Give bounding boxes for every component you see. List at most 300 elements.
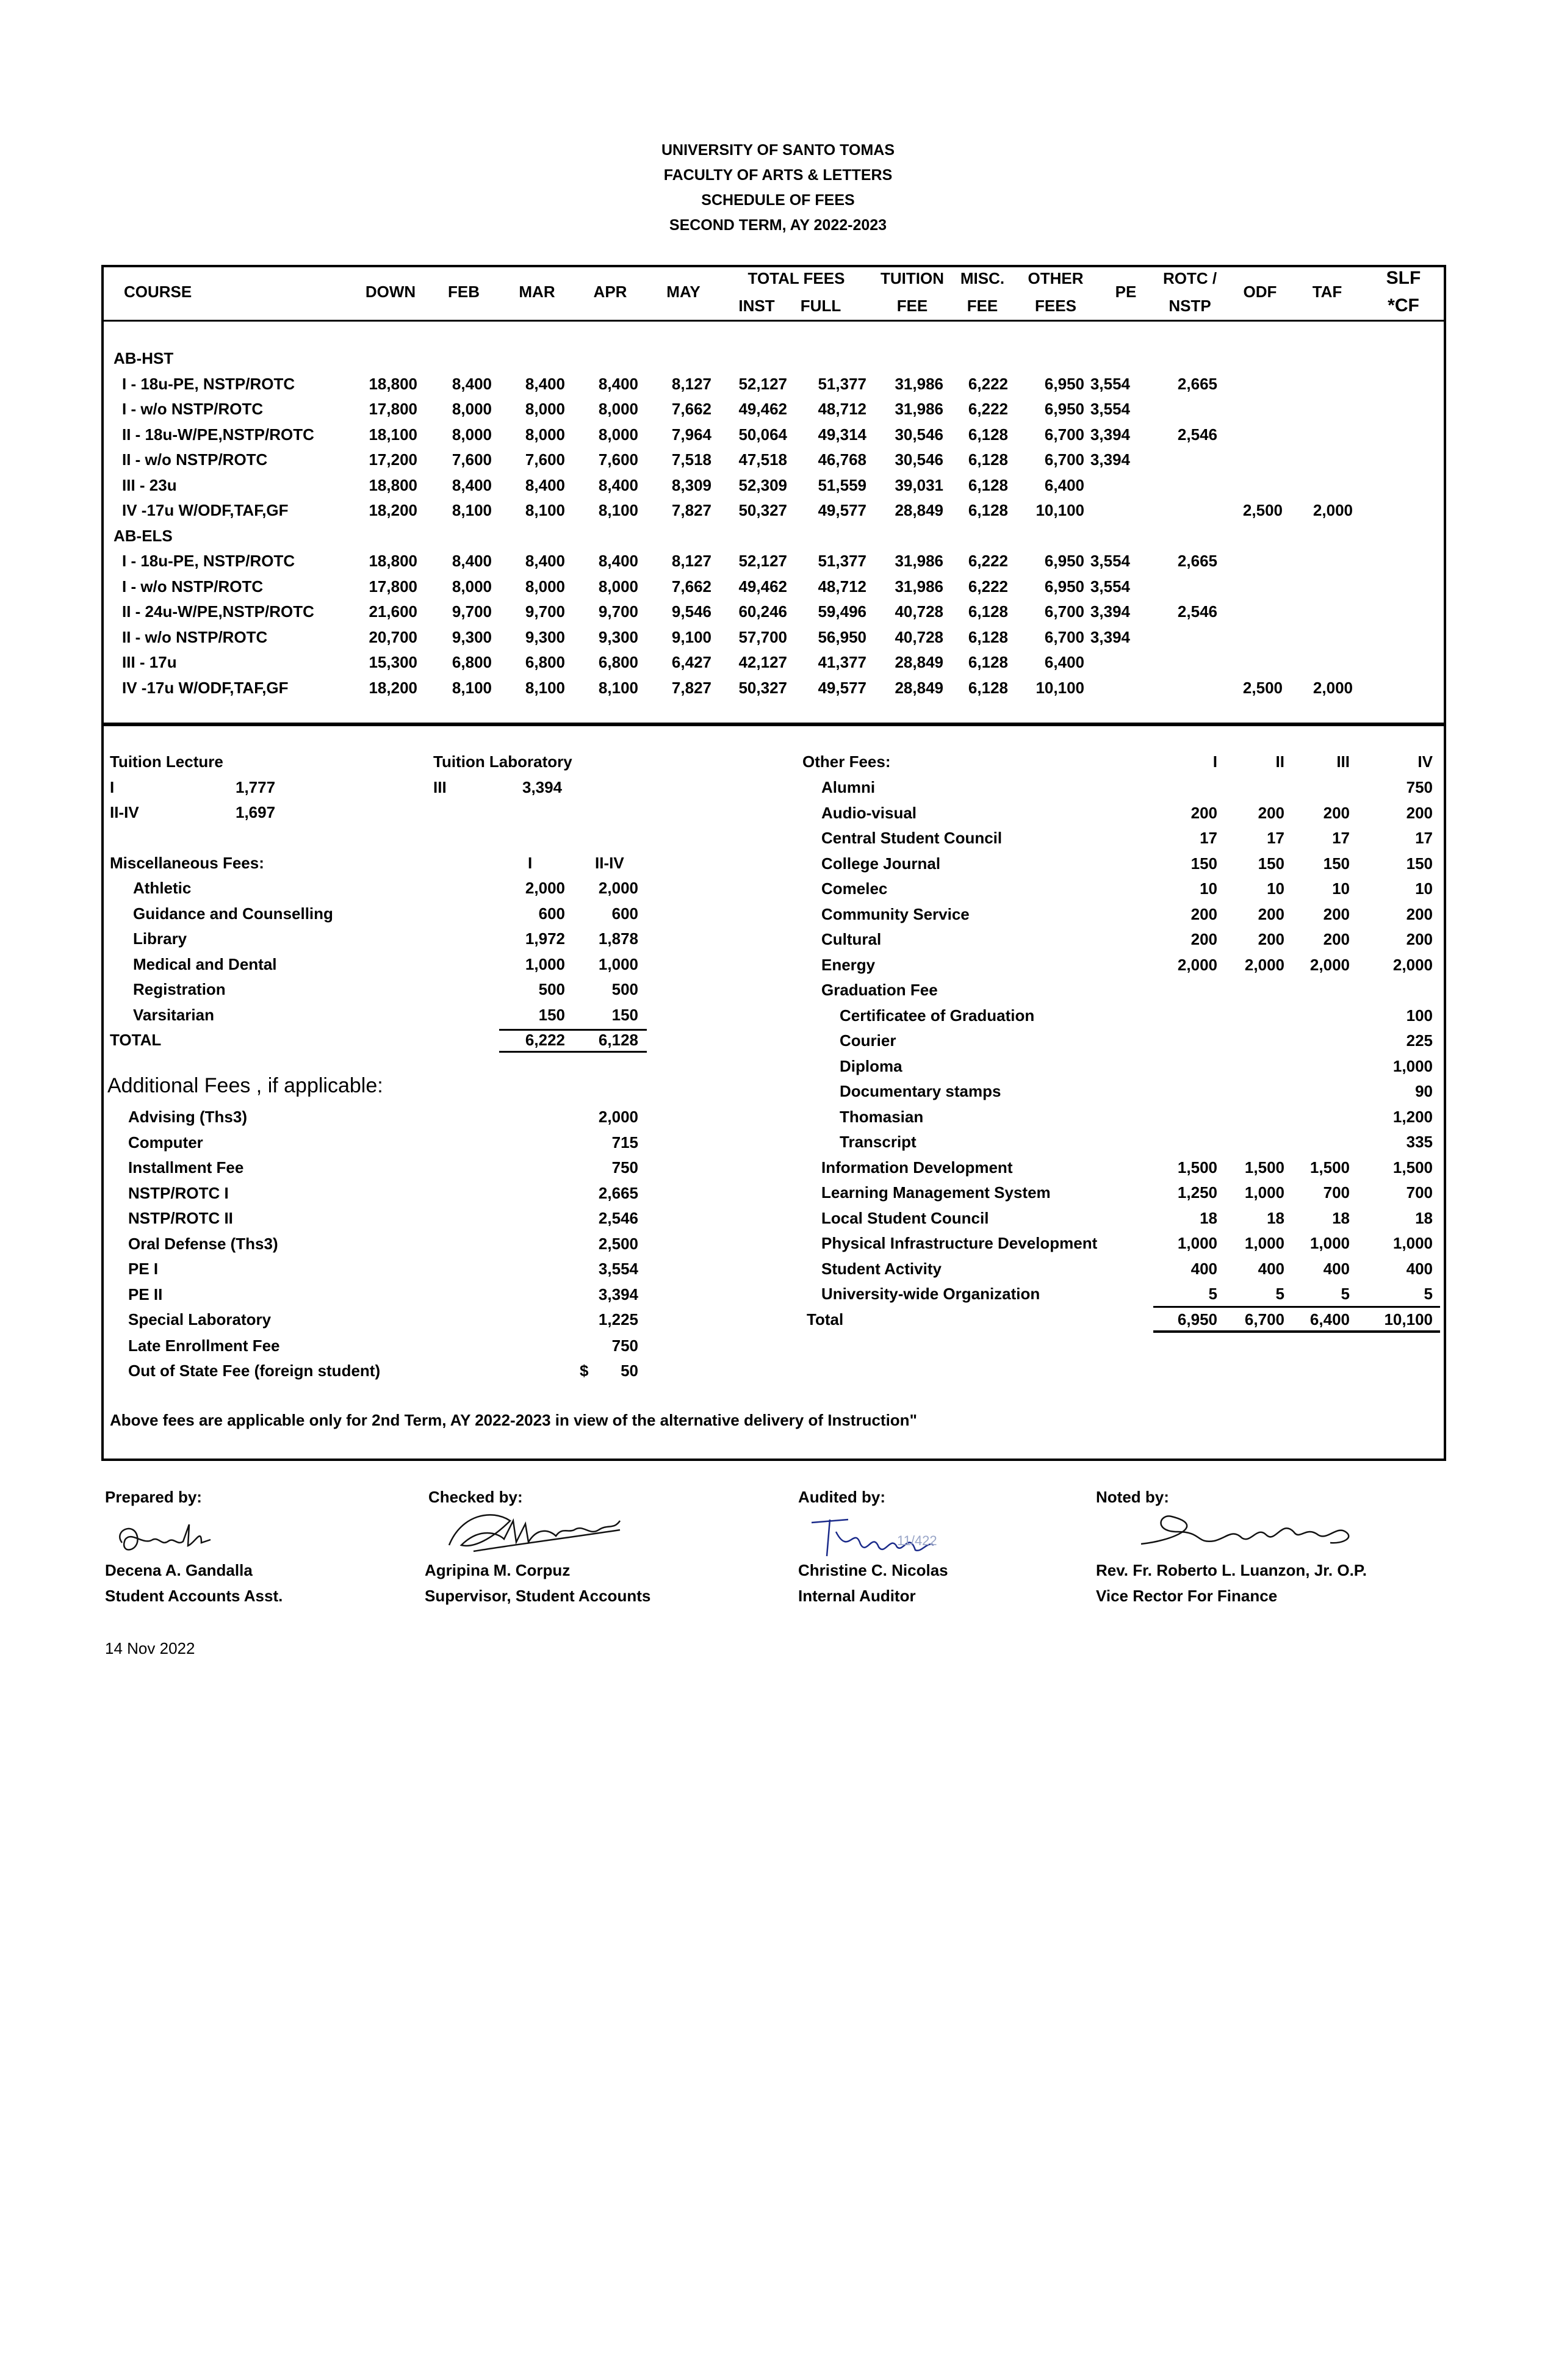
cell-inst: 50,064 <box>738 425 787 444</box>
course-label: III - 23u <box>122 476 177 494</box>
other-fee-amount-iv: 200 <box>1406 930 1433 948</box>
course-label: II - w/o NSTP/ROTC <box>122 628 268 646</box>
cell-inst: 42,127 <box>738 653 787 671</box>
signature-corpuz <box>437 1502 632 1563</box>
course-label: II - 24u-W/PE,NSTP/ROTC <box>122 602 314 621</box>
cell-apr: 8,400 <box>598 476 638 494</box>
additional-fee-amount: 2,000 <box>598 1108 638 1126</box>
cell-feb: 8,400 <box>452 476 492 494</box>
misc-fee-amount-ii-iv: 150 <box>611 1005 638 1024</box>
cell-apr: 7,600 <box>598 450 638 469</box>
col-tuition: TUITION <box>881 269 944 287</box>
cell-tuition: 31,986 <box>895 577 943 596</box>
cell-apr: 8,400 <box>598 375 638 393</box>
other-fee-amount-iv: 100 <box>1406 1006 1433 1025</box>
cell-mar: 8,000 <box>525 577 565 596</box>
col-may: MAY <box>666 283 701 301</box>
cell-pe: 3,394 <box>1090 628 1130 646</box>
other-fee-label: Transcript <box>840 1133 917 1151</box>
cell-feb: 8,000 <box>452 577 492 596</box>
other-fee-amount-iv: 1,000 <box>1392 1057 1433 1075</box>
tuition-lecture-level: II-IV <box>110 803 139 821</box>
misc-fee-amount-i: 150 <box>538 1005 565 1024</box>
col-feb: FEB <box>448 283 480 301</box>
other-total-iv: 10,100 <box>1384 1310 1433 1329</box>
cell-misc: 6,128 <box>968 628 1008 646</box>
cell-feb: 8,400 <box>452 375 492 393</box>
col-course: COURSE <box>124 283 192 301</box>
col-misc-fee: FEE <box>967 297 998 315</box>
cell-inst: 57,700 <box>738 628 787 646</box>
cell-mar: 8,400 <box>525 375 565 393</box>
audited-by-name: Christine C. Nicolas <box>798 1561 948 1579</box>
other-fee-label: Audio-visual <box>821 804 917 822</box>
cell-apr: 8,000 <box>598 400 638 418</box>
col-rotc: ROTC / <box>1162 269 1217 287</box>
cell-inst: 52,127 <box>738 375 787 393</box>
cell-misc: 6,128 <box>968 450 1008 469</box>
cell-apr: 8,400 <box>598 552 638 570</box>
col-nstp: NSTP <box>1169 297 1211 315</box>
cell-feb: 8,400 <box>452 552 492 570</box>
additional-fee-label: NSTP/ROTC I <box>128 1184 229 1202</box>
other-fee-amount-iv: 1,000 <box>1392 1234 1433 1252</box>
cell-tuition: 31,986 <box>895 552 943 570</box>
cell-other: 6,400 <box>1044 653 1084 671</box>
cell-down: 18,200 <box>369 679 417 697</box>
other-fees-col-ii: II <box>1275 752 1284 771</box>
other-fee-label: Student Activity <box>821 1260 942 1278</box>
other-fee-amount-ii: 17 <box>1267 829 1284 847</box>
other-fee-label: Diploma <box>840 1057 902 1075</box>
cell-full: 49,577 <box>818 679 866 697</box>
cell-may: 6,427 <box>671 653 711 671</box>
cell-other: 6,700 <box>1044 628 1084 646</box>
other-fee-amount-ii: 400 <box>1258 1260 1284 1278</box>
cell-other: 6,950 <box>1044 400 1084 418</box>
cell-down: 18,800 <box>369 552 417 570</box>
other-total-underline <box>1153 1330 1440 1333</box>
cell-mar: 8,400 <box>525 476 565 494</box>
other-fee-amount-i: 1,500 <box>1177 1158 1217 1177</box>
cell-full: 48,712 <box>818 577 866 596</box>
cell-apr: 9,700 <box>598 602 638 621</box>
course-label: IV -17u W/ODF,TAF,GF <box>122 679 289 697</box>
cell-tuition: 30,546 <box>895 425 943 444</box>
signature-luanzon <box>1135 1507 1367 1562</box>
misc-fee-amount-i: 2,000 <box>525 879 565 897</box>
cell-taf: 2,000 <box>1313 501 1353 519</box>
misc-total-i: 6,222 <box>525 1031 565 1049</box>
prepared-by-name: Decena A. Gandalla <box>105 1561 253 1579</box>
cell-pe: 3,554 <box>1090 552 1130 570</box>
additional-fee-label: PE II <box>128 1285 163 1304</box>
cell-down: 15,300 <box>369 653 417 671</box>
misc-fee-label: Medical and Dental <box>133 954 277 973</box>
course-label: I - w/o NSTP/ROTC <box>122 577 264 596</box>
other-fee-amount-i: 150 <box>1190 854 1217 873</box>
other-fee-amount-iv: 10 <box>1415 879 1433 898</box>
cell-mar: 8,400 <box>525 552 565 570</box>
misc-total-underline <box>499 1051 647 1053</box>
other-fee-amount-iv: 400 <box>1406 1260 1433 1278</box>
other-fee-label: Comelec <box>821 879 888 898</box>
currency-symbol: $ <box>580 1361 589 1380</box>
cell-apr: 6,800 <box>598 653 638 671</box>
cell-other: 6,950 <box>1044 552 1084 570</box>
cell-tuition: 40,728 <box>895 628 943 646</box>
cell-tuition: 28,849 <box>895 653 943 671</box>
additional-fee-amount: 3,394 <box>598 1285 638 1304</box>
other-fee-label: Community Service <box>821 905 970 923</box>
cell-may: 7,662 <box>671 577 711 596</box>
other-fee-label: Alumni <box>821 778 876 796</box>
cell-rotc: 2,546 <box>1177 425 1217 444</box>
cell-inst: 50,327 <box>738 679 787 697</box>
col-other-fees: FEES <box>1035 297 1076 315</box>
cell-tuition: 30,546 <box>895 450 943 469</box>
cell-misc: 6,222 <box>968 400 1008 418</box>
col-other: OTHER <box>1028 269 1084 287</box>
misc-fee-amount-i: 600 <box>538 904 565 923</box>
other-fee-amount-iv: 1,500 <box>1392 1158 1433 1177</box>
other-fee-amount-ii: 200 <box>1258 930 1284 948</box>
cell-other: 6,700 <box>1044 602 1084 621</box>
cell-pe: 3,554 <box>1090 400 1130 418</box>
cell-full: 48,712 <box>818 400 866 418</box>
misc-fee-amount-i: 1,972 <box>525 929 565 948</box>
cell-feb: 8,100 <box>452 501 492 519</box>
cell-other: 6,700 <box>1044 425 1084 444</box>
misc-fee-amount-ii-iv: 1,000 <box>598 954 638 973</box>
other-fee-label: Learning Management System <box>821 1183 1051 1202</box>
cell-other: 10,100 <box>1036 501 1084 519</box>
additional-fee-label: Oral Defense (Ths3) <box>128 1235 278 1253</box>
cell-apr: 9,300 <box>598 628 638 646</box>
cell-other: 6,700 <box>1044 450 1084 469</box>
cell-mar: 8,100 <box>525 501 565 519</box>
other-fee-amount-i: 200 <box>1190 804 1217 822</box>
cell-apr: 8,100 <box>598 679 638 697</box>
other-fee-amount-iv: 150 <box>1406 854 1433 873</box>
audited-by-title: Internal Auditor <box>798 1587 916 1605</box>
course-label: I - 18u-PE, NSTP/ROTC <box>122 375 295 393</box>
col-slf: SLF <box>1386 268 1421 288</box>
cell-may: 8,127 <box>671 375 711 393</box>
cell-down: 17,800 <box>369 400 417 418</box>
tuition-lecture-amount: 1,777 <box>236 778 276 796</box>
other-fee-label: Thomasian <box>840 1108 924 1126</box>
cell-misc: 6,128 <box>968 476 1008 494</box>
other-fee-amount-iv: 90 <box>1415 1082 1433 1100</box>
tuition-lab-title: Tuition Laboratory <box>433 752 572 771</box>
other-fees-title: Other Fees: <box>802 752 891 771</box>
other-fee-amount-ii: 10 <box>1267 879 1284 898</box>
other-fee-amount-ii: 1,000 <box>1244 1234 1284 1252</box>
cell-pe: 3,554 <box>1090 577 1130 596</box>
other-fee-amount-iv: 2,000 <box>1392 956 1433 974</box>
other-fee-amount-iv: 200 <box>1406 905 1433 923</box>
cell-full: 41,377 <box>818 653 866 671</box>
cell-pe: 3,394 <box>1090 425 1130 444</box>
other-total-rule <box>1153 1306 1440 1308</box>
additional-fee-amount: 3,554 <box>598 1260 638 1278</box>
col-full: FULL <box>800 297 841 315</box>
cell-feb: 9,700 <box>452 602 492 621</box>
cell-inst: 60,246 <box>738 602 787 621</box>
other-fee-amount-iii: 200 <box>1323 930 1350 948</box>
other-total-ii: 6,700 <box>1244 1310 1284 1329</box>
cell-may: 8,127 <box>671 552 711 570</box>
col-down: DOWN <box>365 283 416 301</box>
misc-fee-amount-ii-iv: 500 <box>611 980 638 998</box>
tuition-lecture-amount: 1,697 <box>236 803 276 821</box>
cell-full: 46,768 <box>818 450 866 469</box>
other-fee-amount-ii: 18 <box>1267 1209 1284 1227</box>
cell-odf: 2,500 <box>1242 679 1283 697</box>
cell-apr: 8,000 <box>598 577 638 596</box>
cell-misc: 6,128 <box>968 653 1008 671</box>
other-fee-label: Graduation Fee <box>821 981 938 999</box>
cell-rotc: 2,665 <box>1177 375 1217 393</box>
cell-mar: 9,300 <box>525 628 565 646</box>
additional-fee-label: NSTP/ROTC II <box>128 1209 233 1227</box>
other-fee-amount-i: 1,250 <box>1177 1183 1217 1202</box>
other-fee-amount-iii: 18 <box>1332 1209 1350 1227</box>
cell-down: 18,800 <box>369 375 417 393</box>
other-fee-label: Courier <box>840 1031 896 1050</box>
other-fee-amount-iii: 200 <box>1323 905 1350 923</box>
other-fees-col-iii: III <box>1336 752 1350 771</box>
schedule-title: SCHEDULE OF FEES <box>701 192 855 209</box>
course-label: I - w/o NSTP/ROTC <box>122 400 264 418</box>
document-date: 14 Nov 2022 <box>105 1639 195 1657</box>
misc-title: Miscellaneous Fees: <box>110 854 264 872</box>
additional-fee-label: Computer <box>128 1133 203 1152</box>
other-fee-amount-ii: 2,000 <box>1244 956 1284 974</box>
other-fees-col-iv: IV <box>1417 752 1433 771</box>
cell-inst: 50,327 <box>738 501 787 519</box>
misc-col-ii-iv: II-IV <box>595 854 624 872</box>
group-name: AB-ELS <box>113 527 173 545</box>
other-fee-label: College Journal <box>821 854 941 873</box>
cell-misc: 6,128 <box>968 501 1008 519</box>
other-fee-amount-i: 18 <box>1200 1209 1217 1227</box>
cell-rotc: 2,546 <box>1177 602 1217 621</box>
other-fee-amount-i: 2,000 <box>1177 956 1217 974</box>
other-fee-amount-iv: 750 <box>1406 778 1433 796</box>
cell-mar: 8,000 <box>525 400 565 418</box>
other-fee-amount-i: 200 <box>1190 930 1217 948</box>
other-fee-label: Local Student Council <box>821 1209 989 1227</box>
cell-inst: 52,309 <box>738 476 787 494</box>
prepared-by-title: Student Accounts Asst. <box>105 1587 283 1605</box>
cell-feb: 7,600 <box>452 450 492 469</box>
cell-mar: 9,700 <box>525 602 565 621</box>
checked-by-title: Supervisor, Student Accounts <box>425 1587 651 1605</box>
cell-down: 21,600 <box>369 602 417 621</box>
cell-misc: 6,128 <box>968 679 1008 697</box>
cell-feb: 8,000 <box>452 425 492 444</box>
noted-by-label: Noted by: <box>1096 1488 1169 1506</box>
other-fee-amount-iv: 1,200 <box>1392 1108 1433 1126</box>
other-fee-amount-iii: 700 <box>1323 1183 1350 1202</box>
cell-feb: 9,300 <box>452 628 492 646</box>
misc-fee-label: Library <box>133 929 187 948</box>
cell-may: 7,662 <box>671 400 711 418</box>
signature-gandalla <box>110 1518 226 1561</box>
cell-full: 51,559 <box>818 476 866 494</box>
cell-misc: 6,128 <box>968 602 1008 621</box>
signature-nicolas <box>793 1507 964 1562</box>
cell-down: 17,800 <box>369 577 417 596</box>
cell-feb: 6,800 <box>452 653 492 671</box>
svg-text:11/422: 11/422 <box>897 1533 937 1548</box>
applicability-note: Above fees are applicable only for 2nd Term, AY 2022-2023 in view of the alternative delivery of Instruction" <box>110 1411 917 1429</box>
other-fee-label: Information Development <box>821 1158 1013 1177</box>
cell-may: 7,827 <box>671 679 711 697</box>
cell-tuition: 39,031 <box>895 476 943 494</box>
cell-apr: 8,000 <box>598 425 638 444</box>
cell-mar: 8,000 <box>525 425 565 444</box>
col-taf: TAF <box>1312 283 1342 301</box>
other-fee-amount-iii: 1,500 <box>1309 1158 1350 1177</box>
other-fee-amount-iii: 5 <box>1341 1285 1350 1303</box>
cell-pe: 3,554 <box>1090 375 1130 393</box>
tuition-lab-level: III <box>433 778 447 796</box>
course-label: IV -17u W/ODF,TAF,GF <box>122 501 289 519</box>
other-fee-amount-iii: 10 <box>1332 879 1350 898</box>
other-fee-amount-iv: 335 <box>1406 1133 1433 1151</box>
cell-other: 10,100 <box>1036 679 1084 697</box>
other-total-iii: 6,400 <box>1309 1310 1350 1329</box>
other-fee-amount-iii: 17 <box>1332 829 1350 847</box>
other-fee-label: Energy <box>821 956 876 974</box>
university-name: UNIVERSITY OF SANTO TOMAS <box>661 142 895 159</box>
cell-other: 6,950 <box>1044 577 1084 596</box>
additional-fee-label: PE I <box>128 1260 159 1278</box>
other-fee-amount-iii: 2,000 <box>1309 956 1350 974</box>
cell-misc: 6,222 <box>968 552 1008 570</box>
misc-fee-amount-ii-iv: 2,000 <box>598 879 638 897</box>
col-odf: ODF <box>1243 283 1277 301</box>
cell-tuition: 31,986 <box>895 400 943 418</box>
cell-full: 56,950 <box>818 628 866 646</box>
cell-tuition: 28,849 <box>895 501 943 519</box>
other-fee-amount-iv: 225 <box>1406 1031 1433 1050</box>
cell-full: 49,314 <box>818 425 866 444</box>
cell-full: 49,577 <box>818 501 866 519</box>
faculty-name: FACULTY OF ARTS & LETTERS <box>663 167 893 184</box>
other-fee-label: University-wide Organization <box>821 1285 1040 1303</box>
additional-fee-amount: 2,546 <box>598 1209 638 1227</box>
additional-fee-label: Installment Fee <box>128 1158 244 1177</box>
header-divider <box>101 320 1446 322</box>
misc-fee-amount-ii-iv: 1,878 <box>598 929 638 948</box>
misc-fee-amount-i: 1,000 <box>525 954 565 973</box>
other-fee-amount-ii: 1,500 <box>1244 1158 1284 1177</box>
cell-tuition: 31,986 <box>895 375 943 393</box>
misc-fee-label: Athletic <box>133 879 192 897</box>
additional-fee-amount: 2,665 <box>598 1184 638 1202</box>
course-label: II - 18u-W/PE,NSTP/ROTC <box>122 425 314 444</box>
other-fee-amount-ii: 1,000 <box>1244 1183 1284 1202</box>
tuition-lecture-level: I <box>110 778 115 796</box>
misc-fee-label: Registration <box>133 980 226 998</box>
other-fee-label: Cultural <box>821 930 882 948</box>
col-apr: APR <box>593 283 627 301</box>
group-name: AB-HST <box>113 349 174 367</box>
other-fee-label: Certificatee of Graduation <box>840 1006 1035 1025</box>
other-fee-label: Central Student Council <box>821 829 1003 847</box>
cell-odf: 2,500 <box>1242 501 1283 519</box>
term-title: SECOND TERM, AY 2022-2023 <box>669 217 887 234</box>
cell-may: 7,518 <box>671 450 711 469</box>
additional-fee-label: Out of State Fee (foreign student) <box>128 1361 381 1380</box>
additional-fee-amount: 1,225 <box>598 1310 638 1329</box>
tuition-lecture-title: Tuition Lecture <box>110 752 223 771</box>
additional-fee-label: Special Laboratory <box>128 1310 272 1329</box>
other-fee-amount-iii: 200 <box>1323 804 1350 822</box>
course-label: I - 18u-PE, NSTP/ROTC <box>122 552 295 570</box>
other-fee-amount-iv: 18 <box>1415 1209 1433 1227</box>
cell-apr: 8,100 <box>598 501 638 519</box>
cell-inst: 49,462 <box>738 400 787 418</box>
noted-by-title: Vice Rector For Finance <box>1096 1587 1278 1605</box>
cell-may: 7,827 <box>671 501 711 519</box>
misc-total-label: TOTAL <box>110 1031 162 1049</box>
additional-fee-amount: 50 <box>621 1361 638 1380</box>
checked-by-name: Agripina M. Corpuz <box>425 1561 571 1579</box>
cell-inst: 49,462 <box>738 577 787 596</box>
cell-misc: 6,128 <box>968 425 1008 444</box>
noted-by-name: Rev. Fr. Roberto L. Luanzon, Jr. O.P. <box>1096 1561 1367 1579</box>
other-fee-amount-ii: 5 <box>1275 1285 1284 1303</box>
cell-inst: 47,518 <box>738 450 787 469</box>
additional-fee-amount: 2,500 <box>598 1235 638 1253</box>
cell-feb: 8,000 <box>452 400 492 418</box>
cell-inst: 52,127 <box>738 552 787 570</box>
checked-by-label: Checked by: <box>428 1488 523 1506</box>
other-fee-amount-ii: 150 <box>1258 854 1284 873</box>
cell-down: 17,200 <box>369 450 417 469</box>
cell-taf: 2,000 <box>1313 679 1353 697</box>
cell-full: 51,377 <box>818 375 866 393</box>
other-fee-amount-iv: 700 <box>1406 1183 1433 1202</box>
other-fee-amount-iii: 400 <box>1323 1260 1350 1278</box>
col-misc: MISC. <box>960 269 1005 287</box>
additional-fee-amount: 750 <box>611 1336 638 1355</box>
prepared-by-label: Prepared by: <box>105 1488 202 1506</box>
cell-pe: 3,394 <box>1090 602 1130 621</box>
misc-fee-amount-ii-iv: 600 <box>611 904 638 923</box>
cell-tuition: 40,728 <box>895 602 943 621</box>
misc-fee-amount-i: 500 <box>538 980 565 998</box>
audited-by-label: Audited by: <box>798 1488 885 1506</box>
other-fee-amount-ii: 200 <box>1258 905 1284 923</box>
cell-down: 18,800 <box>369 476 417 494</box>
additional-fee-amount: 750 <box>611 1158 638 1177</box>
cell-other: 6,400 <box>1044 476 1084 494</box>
other-fee-amount-i: 200 <box>1190 905 1217 923</box>
other-total-i: 6,950 <box>1177 1310 1217 1329</box>
other-fee-amount-iv: 17 <box>1415 829 1433 847</box>
cell-down: 20,700 <box>369 628 417 646</box>
cell-down: 18,200 <box>369 501 417 519</box>
misc-fee-label: Varsitarian <box>133 1005 214 1024</box>
other-fee-amount-i: 1,000 <box>1177 1234 1217 1252</box>
cell-other: 6,950 <box>1044 375 1084 393</box>
